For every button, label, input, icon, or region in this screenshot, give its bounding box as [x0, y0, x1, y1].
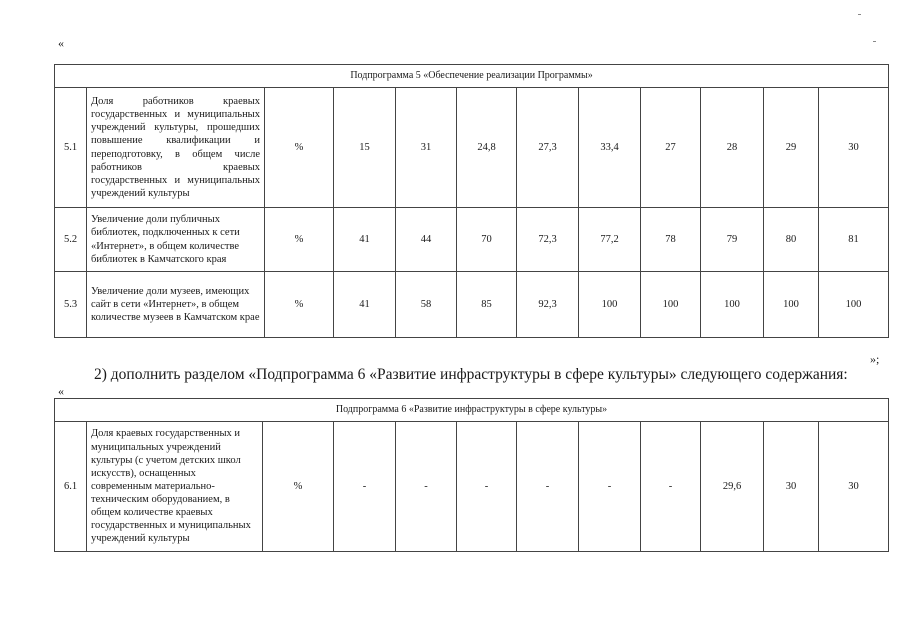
value-cell: 81 — [819, 208, 889, 272]
value-cell: - — [396, 422, 457, 552]
unit-cell: % — [265, 208, 334, 272]
value-cell: 41 — [334, 208, 396, 272]
unit-cell: % — [263, 422, 334, 552]
value-cell: 28 — [701, 88, 764, 208]
value-cell: 33,4 — [579, 88, 641, 208]
value-cell: 15 — [334, 88, 396, 208]
table-row — [55, 422, 889, 552]
section-heading: 2) дополнить разделом «Подпрограмма 6 «Развитие инфраструктуры в сфере культуры» следующего содержания: — [94, 366, 848, 383]
indicator-description: Увеличение доли публичных библиотек, подключенных к сети «Интернет», в общем количестве библиотек в Камчатского края — [87, 208, 265, 272]
value-cell: 77,2 — [579, 208, 641, 272]
row-number: 5.2 — [55, 208, 87, 272]
value-cell: - — [457, 422, 517, 552]
value-cell: - — [334, 422, 396, 552]
value-cell: 41 — [334, 272, 396, 338]
opening-quote-mark: « — [58, 384, 64, 398]
value-cell: - — [641, 422, 701, 552]
value-cell: 79 — [701, 208, 764, 272]
value-cell: 100 — [701, 272, 764, 338]
indicator-description: Доля работников краевых государственных и муниципальных учреждений культуры, прошедших повышение квалификации и переподготовку, в общем числе работников краевых государственных и муниципальных учреждений культуры — [87, 88, 265, 208]
value-cell: 85 — [457, 272, 517, 338]
value-cell: 100 — [764, 272, 819, 338]
value-cell: 70 — [457, 208, 517, 272]
subprogram-header-row — [55, 399, 889, 422]
value-cell: - — [579, 422, 641, 552]
row-number: 5.3 — [55, 272, 87, 338]
closing-quote-mark: »; — [870, 352, 880, 366]
row-number: 6.1 — [55, 422, 87, 552]
value-cell: 29,6 — [701, 422, 764, 552]
value-cell: 72,3 — [517, 208, 579, 272]
subprogram-5-table — [54, 64, 889, 338]
opening-quote-mark: « — [58, 36, 64, 50]
subprogram-header: Подпрограмма 5 «Обеспечение реализации Программы» — [55, 65, 889, 88]
scan-speck — [858, 14, 861, 15]
indicator-description: Доля краевых государственных и муниципальных учреждений культуры (с учетом детских школ искусств), оснащенных современным материально-техническим оборудованием, в общем количестве краевых государственных и муниципальных учреждений культуры — [87, 422, 263, 552]
value-cell: 31 — [396, 88, 457, 208]
table-row — [55, 88, 889, 208]
value-cell: 80 — [764, 208, 819, 272]
value-cell: 44 — [396, 208, 457, 272]
scan-speck — [873, 41, 876, 42]
table-row — [55, 208, 889, 272]
value-cell: 29 — [764, 88, 819, 208]
value-cell: 24,8 — [457, 88, 517, 208]
value-cell: 58 — [396, 272, 457, 338]
subprogram-6-table — [54, 398, 889, 552]
value-cell: 30 — [819, 422, 889, 552]
value-cell: 30 — [819, 88, 889, 208]
subprogram-header: Подпрограмма 6 «Развитие инфраструктуры в сфере культуры» — [55, 399, 889, 422]
value-cell: 27,3 — [517, 88, 579, 208]
value-cell: 100 — [641, 272, 701, 338]
value-cell: 100 — [819, 272, 889, 338]
value-cell: 30 — [764, 422, 819, 552]
unit-cell: % — [265, 88, 334, 208]
row-number: 5.1 — [55, 88, 87, 208]
value-cell: 78 — [641, 208, 701, 272]
value-cell: 100 — [579, 272, 641, 338]
unit-cell: % — [265, 272, 334, 338]
value-cell: 27 — [641, 88, 701, 208]
table-row — [55, 272, 889, 338]
subprogram-header-row — [55, 65, 889, 88]
value-cell: - — [517, 422, 579, 552]
indicator-description: Увеличение доли музеев, имеющих сайт в сети «Интернет», в общем количестве музеев в Камчатском крае — [87, 272, 265, 338]
value-cell: 92,3 — [517, 272, 579, 338]
